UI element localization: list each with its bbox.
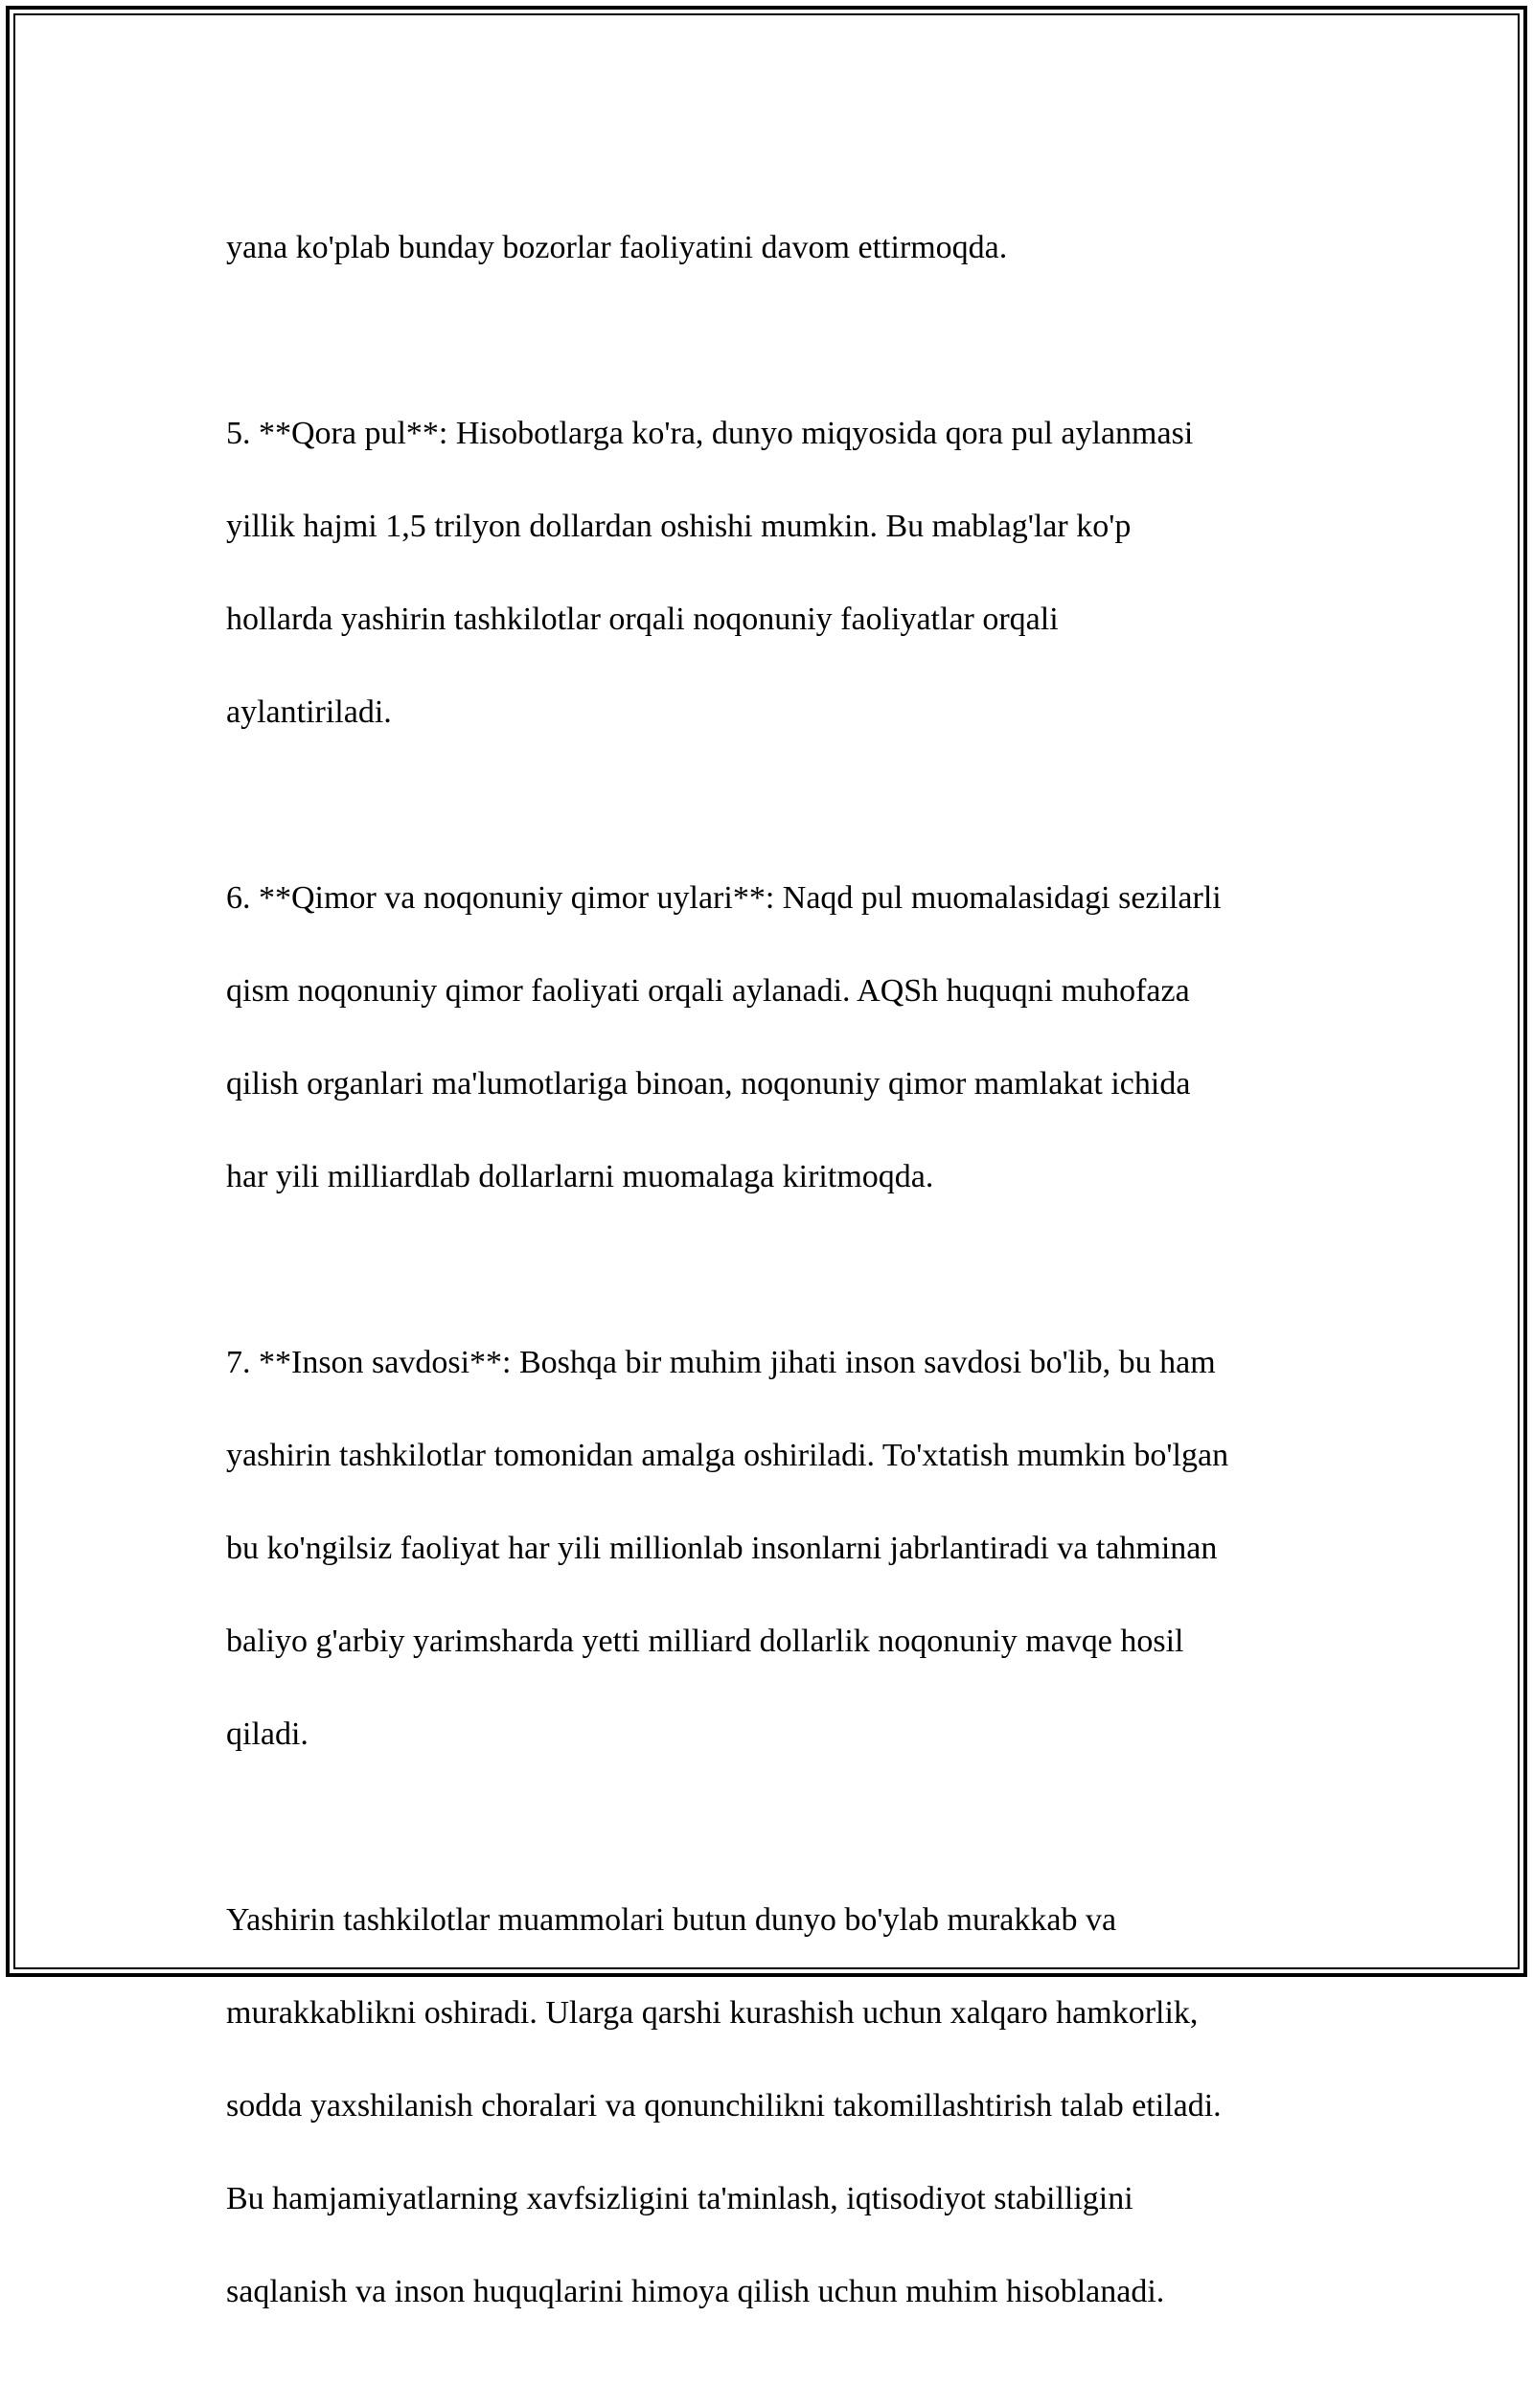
paragraph-continuation [226,178,1328,318]
paragraph-item-6 [226,829,1328,1247]
text-line: Yashirin tashkilotlar muammolari butun dunyo bo'ylab murakkab va [226,1901,1117,1938]
text-line: 6. **Qimor va noqonuniy qimor uylari**: Naqd pul muomalasidagi sezilarli [226,879,1222,916]
document-body [226,178,1328,2408]
text-line: yana ko'plab bunday bozorlar faoliyatini davom ettirmoqda. [226,229,1008,265]
paragraph-conclusion [226,1851,1328,2362]
text-line: saqlanish va inson huquqlarini himoya qilish uchun muhim hisoblanadi. [226,2273,1165,2309]
text-line: sodda yaxshilanish choralari va qonunchilikni takomillashtirish talab etiladi. [226,2087,1222,2124]
text-line: qilish organlari ma'lumotlariga binoan, noqonuniy qimor mamlakat ichida [226,1065,1191,1102]
paragraph-item-5 [226,364,1328,783]
text-line: 5. **Qora pul**: Hisobotlarga ko'ra, dunyo miqyosida qora pul aylanmasi [226,415,1194,451]
text-line: baliyo g'arbiy yarimsharda yetti milliard dollarlik noqonuniy mavqe hosil [226,1623,1184,1659]
text-line: bu ko'ngilsiz faoliyat har yili millionlab insonlarni jabrlantiradi va tahminan [226,1530,1218,1566]
text-line: murakkablikni oshiradi. Ularga qarshi kurashish uchun xalqaro hamkorlik, [226,1994,1199,2031]
paragraph-item-7 [226,1293,1328,1805]
text-line: Bu hamjamiyatlarning xavfsizligini ta'minlash, iqtisodiyot stabilligini [226,2180,1133,2216]
text-line: 7. **Inson savdosi**: Boshqa bir muhim jihati inson savdosi bo'lib, bu ham [226,1344,1216,1380]
text-line: aylantiriladi. [226,693,392,730]
text-line: qiladi. [226,1715,309,1752]
text-line: yashirin tashkilotlar tomonidan amalga oshiriladi. To'xtatish mumkin bo'lgan [226,1437,1229,1473]
text-line: hollarda yashirin tashkilotlar orqali noqonuniy faoliyatlar orqali [226,601,1059,637]
text-line: qism noqonuniy qimor faoliyati orqali aylanadi. AQSh huquqni muhofaza [226,972,1190,1009]
text-line: yillik hajmi 1,5 trilyon dollardan oshishi mumkin. Bu mablag'lar ko'p [226,508,1132,544]
text-line: har yili milliardlab dollarlarni muomalaga kiritmoqda. [226,1158,934,1194]
